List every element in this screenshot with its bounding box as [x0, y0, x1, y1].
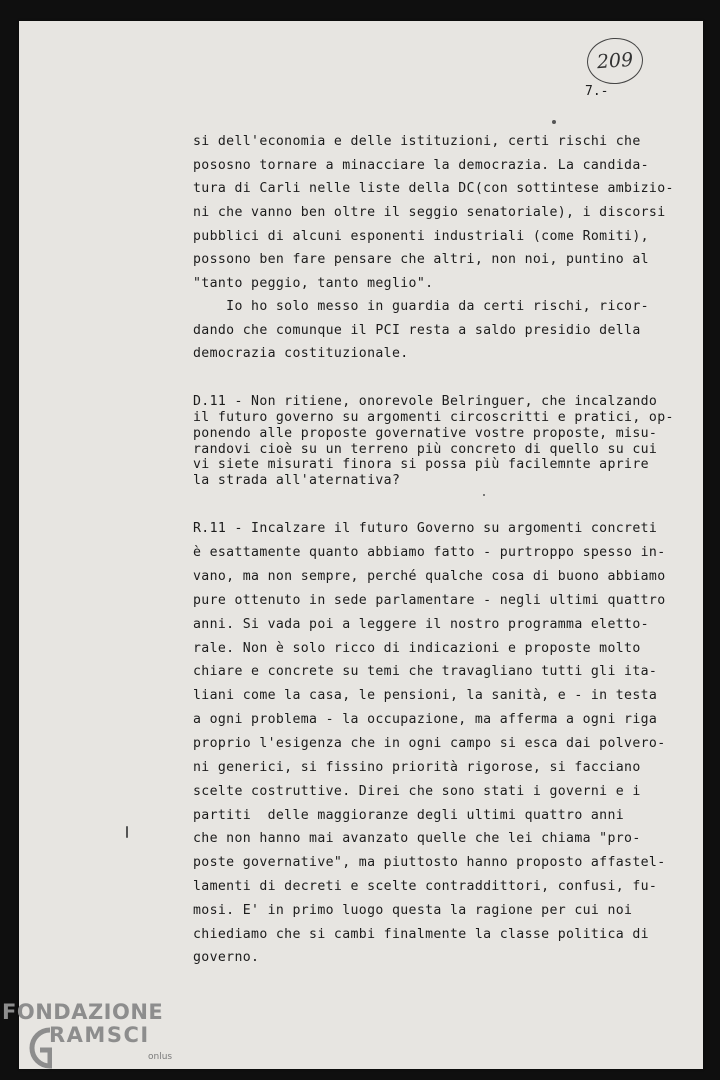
logo-line-2: RAMSCI — [49, 1023, 150, 1047]
text-line: "tanto peggio, tanto meglio". — [193, 276, 434, 291]
text-line: democrazia costituzionale. — [193, 346, 409, 361]
text-line: possono ben fare pensare che altri, non noi, puntino al — [193, 252, 649, 267]
text-line: chiediamo che si cambi finalmente la classe politica di — [193, 927, 649, 942]
text-line: randovi cioè su un terreno più concreto di quello su cui — [193, 442, 658, 457]
text-line: governo. — [193, 950, 260, 965]
text-line: poste governative", ma piuttosto hanno proposto affastel- — [193, 855, 666, 870]
text-line: mosi. E' in primo luogo questa la ragione per cui noi — [193, 903, 633, 918]
text-line: pososno tornare a minacciare la democrazia. La candida- — [193, 158, 649, 173]
text-line: ni generici, si fissino priorità rigorose, si facciano — [193, 760, 641, 775]
text-line: ponendo alle proposte governative vostre proposte, misu- — [193, 426, 658, 441]
text-line: pure ottenuto in sede parlamentare - negli ultimi quattro — [193, 593, 666, 608]
text-line: chiare e concrete su temi che travagliano tutti gli ita- — [193, 664, 658, 679]
archive-number: 209 — [596, 48, 634, 74]
fondazione-gramsci-logo — [2, 1000, 182, 1076]
text-line: che non hanno mai avanzato quelle che lei chiama "pro- — [193, 831, 641, 846]
page-number: 7.- — [585, 84, 609, 99]
text-line: anni. Si vada poi a leggere il nostro programma eletto- — [193, 617, 649, 632]
logo-line-1: FONDAZIONE — [2, 1000, 164, 1024]
ink-mark — [552, 120, 556, 124]
text-line: si dell'economia e delle istituzioni, certi rischi che — [193, 134, 641, 149]
text-line: rale. Non è solo ricco di indicazioni e proposte molto — [193, 641, 641, 656]
text-line: a ogni problema - la occupazione, ma afferma a ogni riga — [193, 712, 658, 727]
text-line: partiti delle maggioranze degli ultimi quattro anni — [193, 808, 625, 823]
logo-subtitle: onlus — [148, 1052, 173, 1062]
text-line: tura di Carli nelle liste della DC(con sottintese ambizio- — [193, 181, 674, 196]
text-line: pubblici di alcuni esponenti industriali (come Romiti), — [193, 229, 649, 244]
text-line: Io ho solo messo in guardia da certi rischi, ricor- — [193, 299, 649, 314]
text-line: proprio l'esigenza che in ogni campo si esca dai polvero- — [193, 736, 666, 751]
text-line: scelte costruttive. Direi che sono stati i governi e i — [193, 784, 641, 799]
text-line: vi siete misurati finora si possa più facilemnte aprire — [193, 457, 649, 472]
text-line: lamenti di decreti e scelte contraddittori, confusi, fu- — [193, 879, 658, 894]
ink-mark — [483, 494, 485, 496]
text-line: ni che vanno ben oltre il seggio senatoriale), i discorsi — [193, 205, 666, 220]
text-line: R.11 - Incalzare il futuro Governo su argomenti concreti — [193, 521, 658, 536]
text-line: dando che comunque il PCI resta a saldo presidio della — [193, 323, 641, 338]
ink-mark — [126, 826, 128, 838]
text-line: è esattamente quanto abbiamo fatto - purtroppo spesso in- — [193, 545, 666, 560]
text-line: la strada all'aternativa? — [193, 473, 401, 488]
text-line: D.11 - Non ritiene, onorevole Belringuer, che incalzando — [193, 394, 658, 409]
text-line: il futuro governo su argomenti circoscritti e pratici, op- — [193, 410, 674, 425]
text-line: vano, ma non sempre, perché qualche cosa di buono abbiamo — [193, 569, 666, 584]
text-line: liani come la casa, le pensioni, la sanità, e - in testa — [193, 688, 658, 703]
